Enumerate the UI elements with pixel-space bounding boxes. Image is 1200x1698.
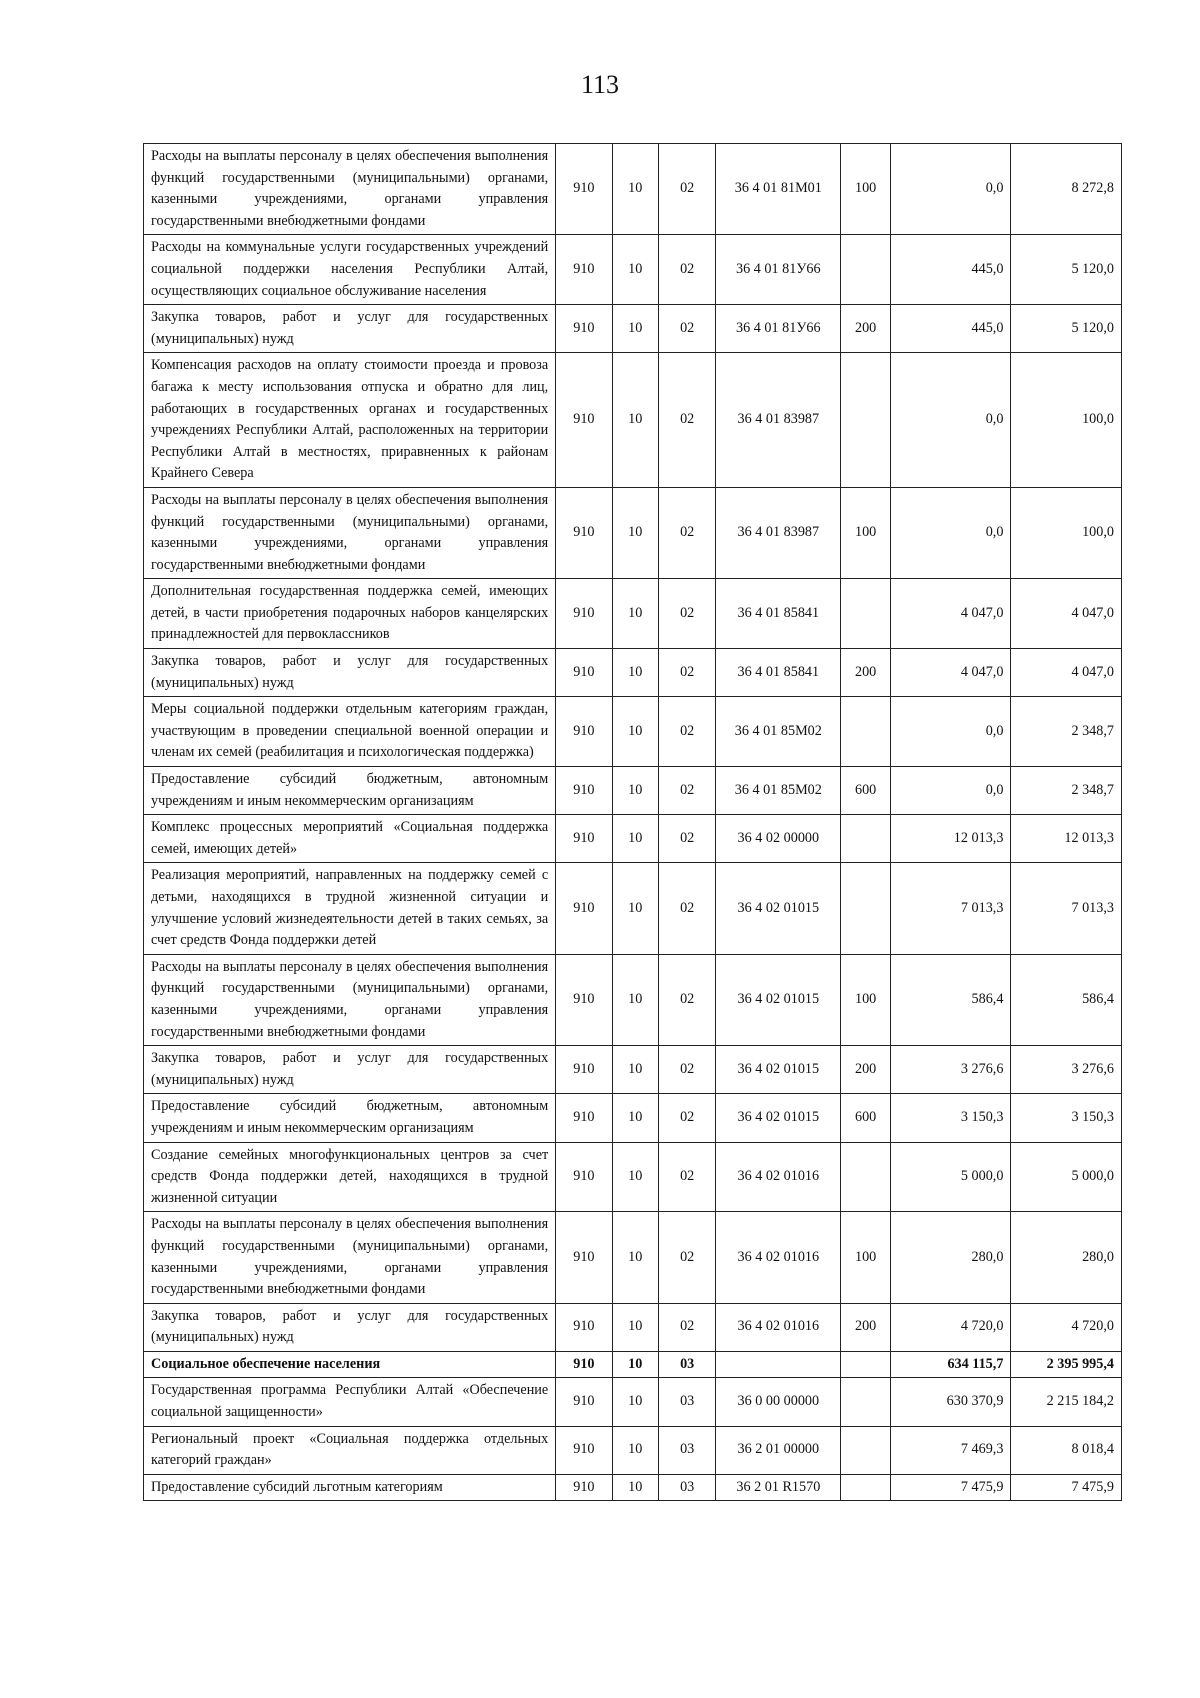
row-subsection-code: 02 (658, 487, 715, 578)
row-section-code: 10 (612, 487, 658, 578)
row-target-article: 36 4 02 01015 (716, 1094, 841, 1142)
row-ministry-code: 910 (556, 353, 612, 488)
row-section-code: 10 (612, 1378, 658, 1426)
table-row (144, 954, 1122, 1045)
row-amount-2: 7 475,9 (1011, 1474, 1122, 1501)
row-target-article: 36 4 01 85841 (716, 649, 841, 697)
row-amount-2: 100,0 (1011, 487, 1122, 578)
row-amount-2: 8 272,8 (1011, 144, 1122, 235)
row-expense-type (841, 579, 891, 649)
table-row (144, 697, 1122, 767)
row-description: Расходы на выплаты персоналу в целях обеспечения выполнения функций государственными (муниципальными) органами, казенными учреждениями, органами управления государственными внебюджетными фондами (144, 487, 556, 578)
row-section-code: 10 (612, 1351, 658, 1378)
row-ministry-code: 910 (556, 815, 612, 863)
row-section-code: 10 (612, 1142, 658, 1212)
row-section-code: 10 (612, 1426, 658, 1474)
row-ministry-code: 910 (556, 1142, 612, 1212)
row-amount-1: 445,0 (890, 305, 1010, 353)
row-description: Предоставление субсидий льготным категориям (144, 1474, 556, 1501)
row-amount-2: 4 047,0 (1011, 649, 1122, 697)
row-ministry-code: 910 (556, 1094, 612, 1142)
row-ministry-code: 910 (556, 954, 612, 1045)
row-expense-type (841, 1426, 891, 1474)
row-expense-type (841, 697, 891, 767)
row-target-article: 36 4 02 01016 (716, 1212, 841, 1303)
row-target-article: 36 4 01 85М02 (716, 767, 841, 815)
row-target-article: 36 2 01 00000 (716, 1426, 841, 1474)
row-ministry-code: 910 (556, 1303, 612, 1351)
page-number: 113 (580, 70, 620, 99)
table-row (144, 1426, 1122, 1474)
table-row (144, 487, 1122, 578)
table-row (144, 1351, 1122, 1378)
row-amount-1: 0,0 (890, 487, 1010, 578)
row-subsection-code: 02 (658, 1046, 715, 1094)
row-ministry-code: 910 (556, 649, 612, 697)
row-expense-type: 200 (841, 649, 891, 697)
row-amount-1: 4 047,0 (890, 649, 1010, 697)
row-amount-1: 586,4 (890, 954, 1010, 1045)
table-row (144, 1474, 1122, 1501)
row-target-article (716, 1351, 841, 1378)
row-amount-2: 586,4 (1011, 954, 1122, 1045)
row-target-article: 36 4 02 00000 (716, 815, 841, 863)
row-amount-2: 2 395 995,4 (1011, 1351, 1122, 1378)
table-row (144, 235, 1122, 305)
row-ministry-code: 910 (556, 1351, 612, 1378)
row-subsection-code: 03 (658, 1474, 715, 1501)
row-subsection-code: 02 (658, 305, 715, 353)
row-subsection-code: 02 (658, 1303, 715, 1351)
row-target-article: 36 4 01 81У66 (716, 235, 841, 305)
row-amount-2: 8 018,4 (1011, 1426, 1122, 1474)
row-subsection-code: 02 (658, 863, 715, 954)
row-ministry-code: 910 (556, 487, 612, 578)
table-row (144, 1303, 1122, 1351)
row-target-article: 36 4 01 83987 (716, 353, 841, 488)
row-ministry-code: 910 (556, 863, 612, 954)
row-ministry-code: 910 (556, 305, 612, 353)
row-expense-type (841, 1378, 891, 1426)
row-target-article: 36 4 02 01015 (716, 1046, 841, 1094)
row-section-code: 10 (612, 579, 658, 649)
row-ministry-code: 910 (556, 697, 612, 767)
row-expense-type (841, 353, 891, 488)
row-subsection-code: 02 (658, 1212, 715, 1303)
row-description: Комплекс процессных мероприятий «Социальная поддержка семей, имеющих детей» (144, 815, 556, 863)
row-description: Реализация мероприятий, направленных на поддержку семей с детьми, находящихся в трудной жизненной ситуации и улучшение условий жизнедеятельности детей в таких семьях, за счет средств Фонда поддержки детей (144, 863, 556, 954)
row-amount-1: 0,0 (890, 144, 1010, 235)
row-expense-type (841, 863, 891, 954)
table-row (144, 1142, 1122, 1212)
row-amount-2: 2 348,7 (1011, 767, 1122, 815)
row-description: Дополнительная государственная поддержка семей, имеющих детей, в части приобретения подарочных наборов канцелярских принадлежностей для первоклассников (144, 579, 556, 649)
row-section-code: 10 (612, 767, 658, 815)
row-expense-type: 100 (841, 487, 891, 578)
row-ministry-code: 910 (556, 1378, 612, 1426)
row-ministry-code: 910 (556, 1474, 612, 1501)
row-target-article: 36 4 01 81У66 (716, 305, 841, 353)
row-amount-2: 12 013,3 (1011, 815, 1122, 863)
row-ministry-code: 910 (556, 144, 612, 235)
row-expense-type (841, 815, 891, 863)
row-expense-type: 200 (841, 305, 891, 353)
row-target-article: 36 4 02 01016 (716, 1142, 841, 1212)
row-subsection-code: 02 (658, 1142, 715, 1212)
row-expense-type: 600 (841, 767, 891, 815)
row-ministry-code: 910 (556, 1212, 612, 1303)
table-row (144, 1046, 1122, 1094)
row-expense-type: 100 (841, 1212, 891, 1303)
row-target-article: 36 4 01 85М02 (716, 697, 841, 767)
row-target-article: 36 4 01 83987 (716, 487, 841, 578)
table-row (144, 305, 1122, 353)
row-section-code: 10 (612, 1046, 658, 1094)
row-subsection-code: 03 (658, 1378, 715, 1426)
row-section-code: 10 (612, 144, 658, 235)
row-section-code: 10 (612, 1303, 658, 1351)
row-amount-2: 280,0 (1011, 1212, 1122, 1303)
row-amount-2: 4 720,0 (1011, 1303, 1122, 1351)
row-amount-1: 4 047,0 (890, 579, 1010, 649)
row-section-code: 10 (612, 1212, 658, 1303)
row-subsection-code: 03 (658, 1426, 715, 1474)
budget-table (143, 143, 1122, 1501)
row-description: Компенсация расходов на оплату стоимости проезда и провоза багажа к месту использования отпуска и обратно для лиц, работающих в государственных органах и государственных учреждениях Республики Алтай, расположенных на территории Республики Алтай в местностях, приравненных к районам Крайнего Севера (144, 353, 556, 488)
row-amount-2: 2 215 184,2 (1011, 1378, 1122, 1426)
row-ministry-code: 910 (556, 579, 612, 649)
row-amount-2: 100,0 (1011, 353, 1122, 488)
row-expense-type: 200 (841, 1046, 891, 1094)
row-subsection-code: 02 (658, 353, 715, 488)
row-amount-1: 5 000,0 (890, 1142, 1010, 1212)
table-row (144, 815, 1122, 863)
row-amount-2: 4 047,0 (1011, 579, 1122, 649)
row-subsection-code: 02 (658, 1094, 715, 1142)
row-amount-2: 5 000,0 (1011, 1142, 1122, 1212)
row-expense-type (841, 1351, 891, 1378)
row-expense-type: 600 (841, 1094, 891, 1142)
row-section-code: 10 (612, 863, 658, 954)
row-amount-1: 7 469,3 (890, 1426, 1010, 1474)
row-amount-1: 630 370,9 (890, 1378, 1010, 1426)
row-description: Меры социальной поддержки отдельным категориям граждан, участвующим в проведении специальной военной операции и членам их семей (реабилитация и психологическая поддержка) (144, 697, 556, 767)
row-subsection-code: 02 (658, 144, 715, 235)
row-amount-1: 0,0 (890, 353, 1010, 488)
row-target-article: 36 2 01 R1570 (716, 1474, 841, 1501)
row-ministry-code: 910 (556, 1046, 612, 1094)
row-amount-2: 2 348,7 (1011, 697, 1122, 767)
row-target-article: 36 4 02 01016 (716, 1303, 841, 1351)
table-row (144, 1094, 1122, 1142)
row-section-code: 10 (612, 954, 658, 1045)
row-amount-1: 7 475,9 (890, 1474, 1010, 1501)
row-description: Расходы на выплаты персоналу в целях обеспечения выполнения функций государственными (муниципальными) органами, казенными учреждениями, органами управления государственными внебюджетными фондами (144, 954, 556, 1045)
table-row (144, 649, 1122, 697)
row-subsection-code: 02 (658, 579, 715, 649)
row-expense-type (841, 1142, 891, 1212)
row-amount-2: 5 120,0 (1011, 235, 1122, 305)
row-target-article: 36 4 02 01015 (716, 954, 841, 1045)
table-row (144, 144, 1122, 235)
row-description: Региональный проект «Социальная поддержка отдельных категорий граждан» (144, 1426, 556, 1474)
row-amount-2: 3 276,6 (1011, 1046, 1122, 1094)
row-description: Расходы на выплаты персоналу в целях обеспечения выполнения функций государственными (муниципальными) органами, казенными учреждениями, органами управления государственными внебюджетными фондами (144, 1212, 556, 1303)
row-amount-1: 7 013,3 (890, 863, 1010, 954)
row-section-code: 10 (612, 235, 658, 305)
row-subsection-code: 02 (658, 767, 715, 815)
row-section-code: 10 (612, 697, 658, 767)
row-ministry-code: 910 (556, 767, 612, 815)
row-target-article: 36 4 02 01015 (716, 863, 841, 954)
row-amount-1: 4 720,0 (890, 1303, 1010, 1351)
row-amount-1: 3 276,6 (890, 1046, 1010, 1094)
row-description: Расходы на коммунальные услуги государственных учреждений социальной поддержки населения Республики Алтай, осуществляющих социальное обслуживание населения (144, 235, 556, 305)
table-row (144, 767, 1122, 815)
row-amount-1: 634 115,7 (890, 1351, 1010, 1378)
table-row (144, 1378, 1122, 1426)
row-description: Закупка товаров, работ и услуг для государственных (муниципальных) нужд (144, 649, 556, 697)
row-expense-type: 200 (841, 1303, 891, 1351)
row-ministry-code: 910 (556, 235, 612, 305)
row-amount-1: 3 150,3 (890, 1094, 1010, 1142)
row-expense-type (841, 235, 891, 305)
row-subsection-code: 02 (658, 649, 715, 697)
row-amount-2: 3 150,3 (1011, 1094, 1122, 1142)
row-subsection-code: 02 (658, 954, 715, 1045)
row-description: Государственная программа Республики Алтай «Обеспечение социальной защищенности» (144, 1378, 556, 1426)
row-subsection-code: 02 (658, 235, 715, 305)
row-amount-1: 0,0 (890, 697, 1010, 767)
row-description: Создание семейных многофункциональных центров за счет средств Фонда поддержки детей, находящихся в трудной жизненной ситуации (144, 1142, 556, 1212)
row-amount-1: 445,0 (890, 235, 1010, 305)
row-section-code: 10 (612, 353, 658, 488)
table-row (144, 1212, 1122, 1303)
row-section-code: 10 (612, 649, 658, 697)
table-row (144, 353, 1122, 488)
row-description: Закупка товаров, работ и услуг для государственных (муниципальных) нужд (144, 305, 556, 353)
row-subsection-code: 02 (658, 815, 715, 863)
row-expense-type: 100 (841, 144, 891, 235)
row-target-article: 36 0 00 00000 (716, 1378, 841, 1426)
row-subsection-code: 02 (658, 697, 715, 767)
row-target-article: 36 4 01 85841 (716, 579, 841, 649)
row-section-code: 10 (612, 305, 658, 353)
row-amount-1: 12 013,3 (890, 815, 1010, 863)
row-description: Закупка товаров, работ и услуг для государственных (муниципальных) нужд (144, 1303, 556, 1351)
row-amount-2: 5 120,0 (1011, 305, 1122, 353)
row-description: Социальное обеспечение населения (144, 1351, 556, 1378)
row-section-code: 10 (612, 815, 658, 863)
table-row (144, 579, 1122, 649)
table-row (144, 863, 1122, 954)
row-expense-type (841, 1474, 891, 1501)
row-amount-1: 280,0 (890, 1212, 1010, 1303)
row-amount-1: 0,0 (890, 767, 1010, 815)
row-description: Предоставление субсидий бюджетным, автономным учреждениям и иным некоммерческим организациям (144, 767, 556, 815)
row-description: Расходы на выплаты персоналу в целях обеспечения выполнения функций государственными (муниципальными) органами, казенными учреждениями, органами управления государственными внебюджетными фондами (144, 144, 556, 235)
row-ministry-code: 910 (556, 1426, 612, 1474)
row-section-code: 10 (612, 1474, 658, 1501)
row-description: Предоставление субсидий бюджетным, автономным учреждениям и иным некоммерческим организациям (144, 1094, 556, 1142)
row-expense-type: 100 (841, 954, 891, 1045)
row-target-article: 36 4 01 81М01 (716, 144, 841, 235)
row-amount-2: 7 013,3 (1011, 863, 1122, 954)
row-subsection-code: 03 (658, 1351, 715, 1378)
row-description: Закупка товаров, работ и услуг для государственных (муниципальных) нужд (144, 1046, 556, 1094)
row-section-code: 10 (612, 1094, 658, 1142)
